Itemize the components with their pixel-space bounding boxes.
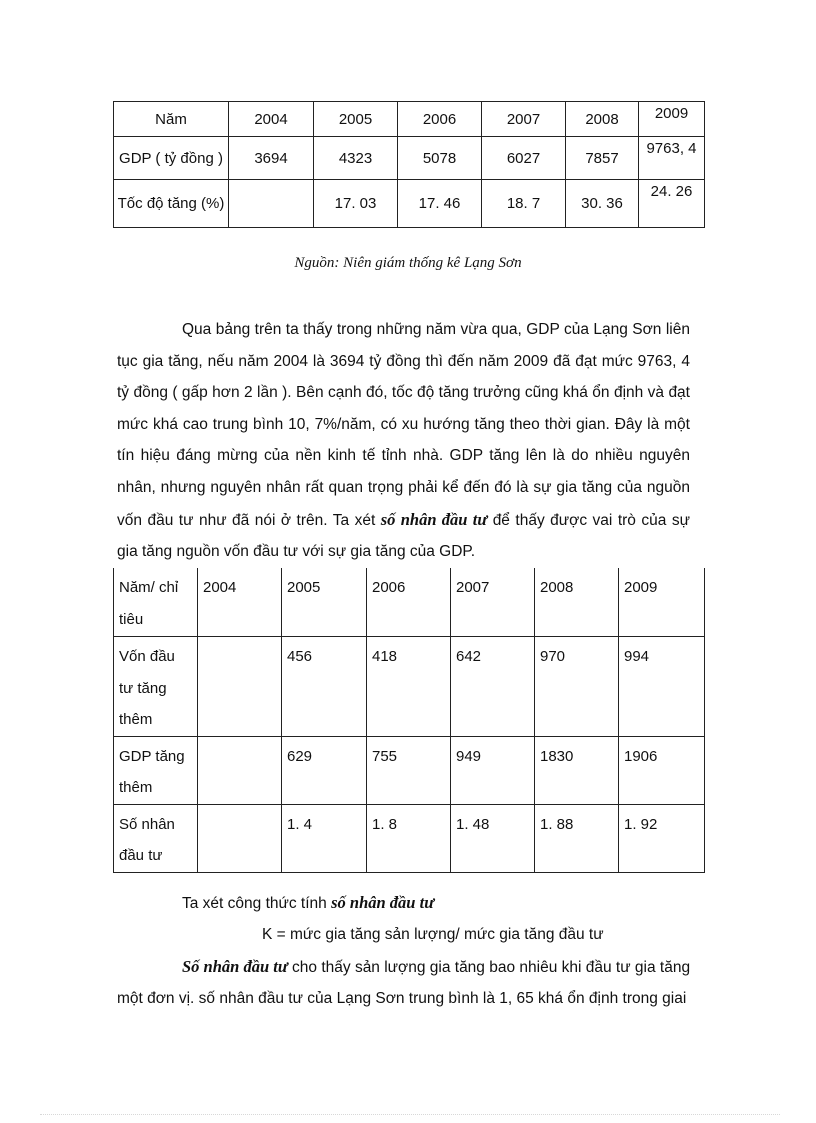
table-cell: 4323 [314, 137, 398, 180]
table-cell: 2006 [367, 568, 451, 637]
table-cell: 2004 [229, 102, 314, 137]
investment-multiplier-table [113, 568, 705, 873]
table-cell: 1. 8 [367, 804, 451, 872]
formula-intro-text: Ta xét công thức tính [182, 895, 332, 912]
table-cell [198, 736, 282, 804]
table-row [114, 568, 705, 637]
table-cell: 629 [282, 736, 367, 804]
table-cell: 24. 26 [639, 180, 705, 228]
table-row [114, 637, 705, 737]
table-cell: 2009 [619, 568, 705, 637]
table-source-caption: Nguồn: Niên giám thống kê Lạng Sơn [294, 255, 522, 271]
closing-line-2: một đơn vị. số nhân đầu tư của Lạng Sơn trung bình là 1, 65 khá ổn định trong giai [117, 990, 687, 1007]
table-cell: 755 [367, 736, 451, 804]
table-cell: Năm [114, 102, 229, 137]
table-cell: 2008 [566, 102, 639, 137]
paragraph-text: Qua bảng trên ta thấy trong những năm vừa qua, GDP của Lạng Sơn liên tục gia tăng, nếu năm 2004 là 3694 tỷ đồng thì đến năm 2009 đã đạt mức 9763, 4 tỷ đồng ( gấp hơn 2 lần ). Bên cạnh đó, tốc độ tăng trưởng cũng khá ổn định và đạt mức khá cao trung bình 10, 7%/năm, có xu hướng tăng theo thời gian. Đây là một tín hiệu đáng mừng của nền kinh tế tỉnh nhà. GDP tăng lên là do nhiều nguyên nhân, nhưng nguyên nhân rất quan trọng phải kể đến đó là sự gia tăng của nguồn vốn đầu tư như đã nói ở trên. Ta xét [117, 321, 690, 529]
table-cell: 1830 [535, 736, 619, 804]
table-cell: 2005 [282, 568, 367, 637]
table-cell [198, 804, 282, 872]
body-paragraph [117, 314, 690, 568]
table-cell: 3694 [229, 137, 314, 180]
paragraph-text: để thấy được vai trò của sự gia tăng nguồn vốn đầu tư với sự gia tăng của GDP. [117, 511, 690, 561]
table-cell: 2007 [482, 102, 566, 137]
table-cell: 6027 [482, 137, 566, 180]
table-row [114, 180, 705, 228]
formula-intro [182, 887, 434, 920]
table-cell: 418 [367, 637, 451, 737]
table-cell: GDP tăng thêm [114, 736, 198, 804]
page-footer-rule [40, 1114, 780, 1115]
table-cell: 994 [619, 637, 705, 737]
table-row [114, 736, 705, 804]
emphasis-term: Số nhân đầu tư [182, 957, 288, 976]
table-cell: 970 [535, 637, 619, 737]
table-cell: 18. 7 [482, 180, 566, 228]
closing-text: cho thấy sản lượng gia tăng bao nhiêu khi đầu tư gia tăng [287, 959, 691, 976]
table-cell: GDP ( tỷ đồng ) [114, 137, 229, 180]
gdp-table [113, 101, 705, 228]
table-cell: 17. 46 [398, 180, 482, 228]
table-cell: 1906 [619, 736, 705, 804]
table-cell: 2006 [398, 102, 482, 137]
table-cell: 9763, 4 [639, 137, 705, 180]
table-cell: 1. 48 [451, 804, 535, 872]
table-cell [229, 180, 314, 228]
table-cell: 2008 [535, 568, 619, 637]
table-cell: 7857 [566, 137, 639, 180]
table-cell: 642 [451, 637, 535, 737]
table-cell: Tốc độ tăng (%) [114, 180, 229, 228]
table-cell: 2009 [639, 102, 705, 137]
closing-line-1 [182, 951, 690, 984]
table-cell: 1. 4 [282, 804, 367, 872]
table-cell: 1. 88 [535, 804, 619, 872]
table-cell: Năm/ chỉ tiêu [114, 568, 198, 637]
table-cell: 17. 03 [314, 180, 398, 228]
table-row [114, 102, 705, 137]
table-cell: 5078 [398, 137, 482, 180]
table-cell: 2007 [451, 568, 535, 637]
table-cell: 949 [451, 736, 535, 804]
emphasis-term: số nhân đầu tư [380, 509, 488, 529]
emphasis-term: số nhân đầu tư [331, 893, 435, 912]
table-cell: 456 [282, 637, 367, 737]
table-cell: 2004 [198, 568, 282, 637]
table-cell: Vốn đầu tư tăng thêm [114, 637, 198, 737]
table-cell: 30. 36 [566, 180, 639, 228]
table-row [114, 137, 705, 180]
table-cell: 2005 [314, 102, 398, 137]
table-cell: 1. 92 [619, 804, 705, 872]
formula-line: K = mức gia tăng sản lượng/ mức gia tăng đầu tư [262, 926, 604, 943]
table-row [114, 804, 705, 872]
table-cell: Số nhân đầu tư [114, 804, 198, 872]
table-cell [198, 637, 282, 737]
